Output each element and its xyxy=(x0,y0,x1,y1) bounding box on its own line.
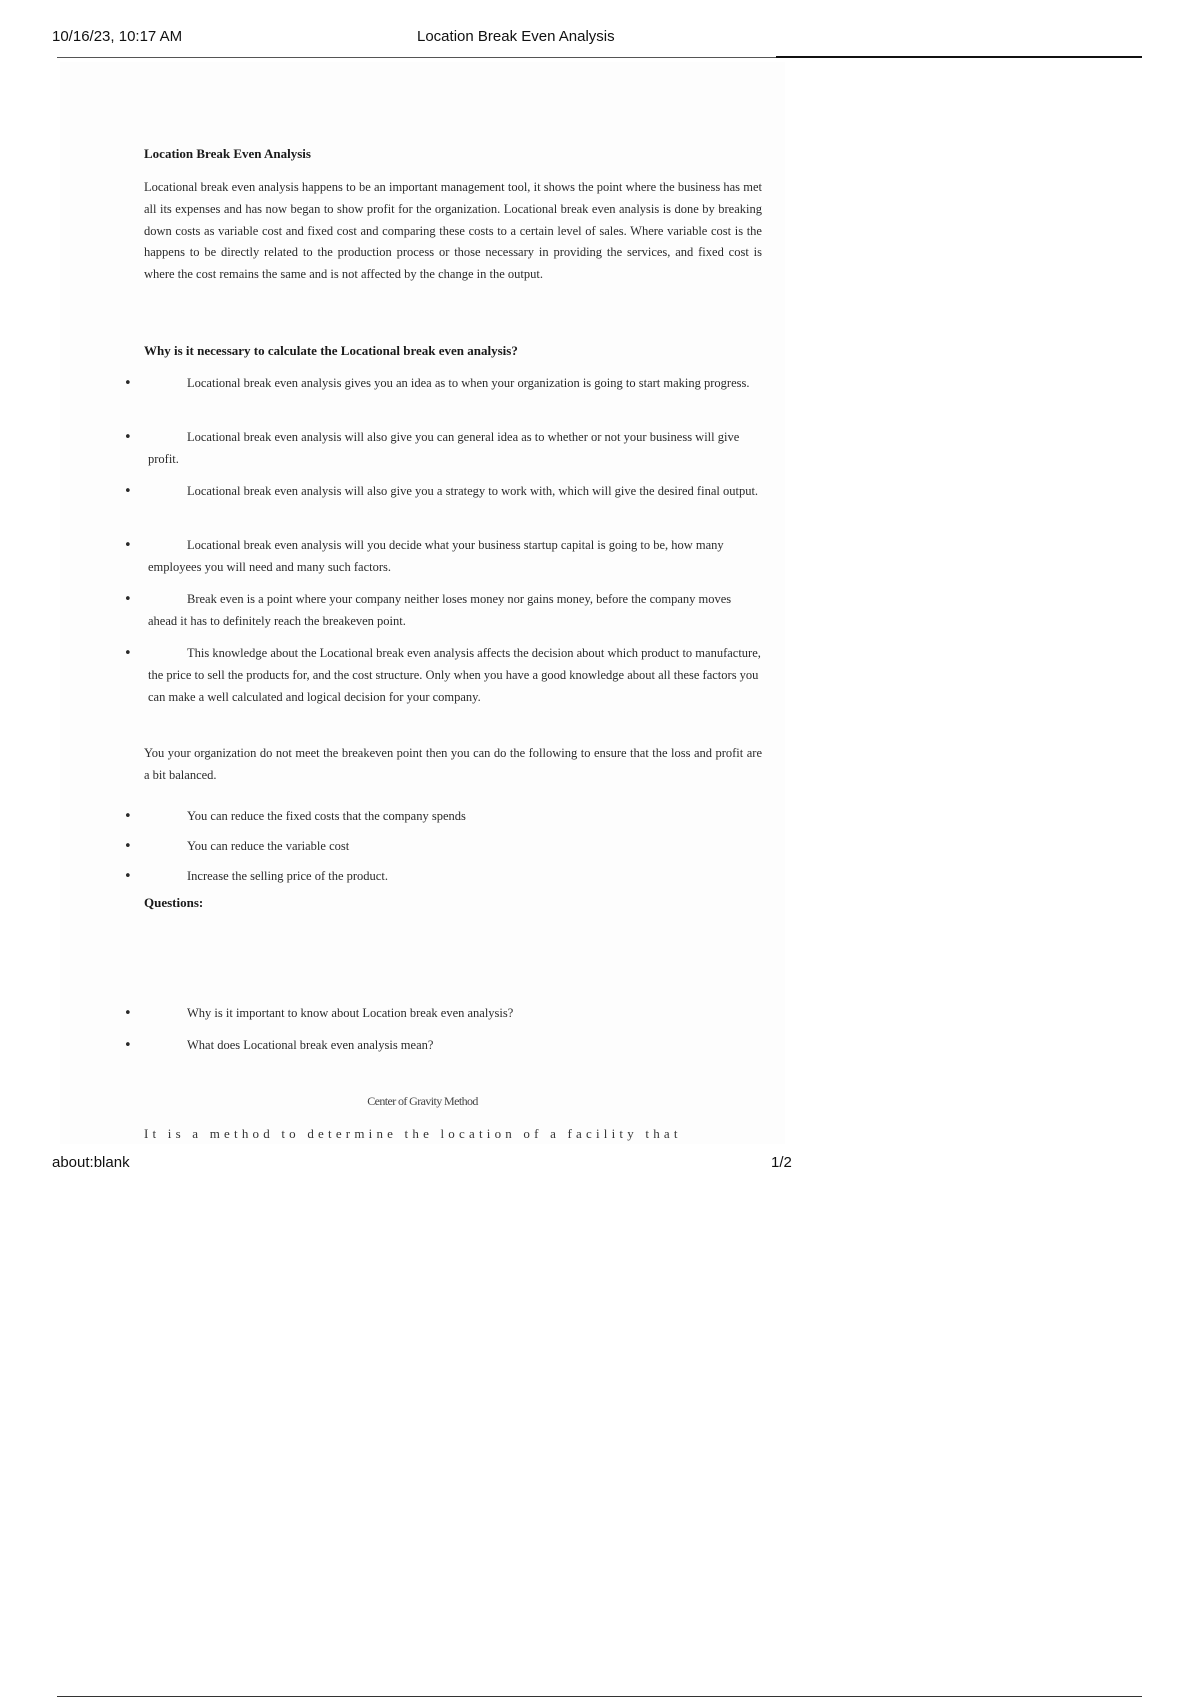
list-item-text: Why is it important to know about Location break even analysis? xyxy=(187,1006,514,1020)
why-heading: Why is it necessary to calculate the Locational break even analysis? xyxy=(144,343,518,358)
list-item-text: You can reduce the fixed costs that the company spends xyxy=(187,809,466,823)
list-item-text: Locational break even analysis will also give you can general idea as to whether or not your business will give profit. xyxy=(148,430,740,466)
bullet-icon: • xyxy=(124,839,132,854)
list-item-text: You can reduce the variable cost xyxy=(187,839,350,853)
list-item-text: Break even is a point where your company neither loses money nor gains money, before the company moves ahead it has to definitely reach the breakeven point. xyxy=(148,592,732,628)
print-page-title: Location Break Even Analysis xyxy=(417,28,615,45)
bullet-icon: • xyxy=(124,869,132,884)
bullet-icon: • xyxy=(124,1038,132,1053)
bullet-icon: • xyxy=(124,1006,132,1021)
print-header xyxy=(52,26,1142,58)
page-number: 1/2 xyxy=(771,1154,792,1171)
cut-off-text-line: It is a method to determine the location of a facility that xyxy=(144,1126,682,1141)
list-item-text: Locational break even analysis will also give you a strategy to work with, which will give the desired final output. xyxy=(187,484,759,498)
bullet-icon: • xyxy=(124,646,132,661)
document-title: Location Break Even Analysis xyxy=(144,146,311,161)
questions-heading: Questions: xyxy=(144,895,204,910)
document-page xyxy=(60,62,785,1144)
intro-paragraph: Locational break even analysis happens to be an important management tool, it shows the point where the business has met all its expenses and has now began to show profit for the organization. Locational break even analysis is done by breaking down costs as variable cost and fixed cost and comparing these costs to a certain level of sales. Where variable cost is the happens to be directly related to the production process or those necessary in providing the services, and fixed cost is where the cost remains the same and is not affected by the change in the output. xyxy=(144,180,762,282)
bullet-icon: • xyxy=(124,538,132,553)
footer-rule xyxy=(57,1696,1142,1697)
print-footer xyxy=(52,1154,797,1178)
header-rule-accent xyxy=(776,56,1142,58)
bullet-icon: • xyxy=(124,484,132,499)
list-item-text: Locational break even analysis gives you an idea as to when your organization is going to start making progress. xyxy=(187,376,750,390)
print-url: about:blank xyxy=(52,1154,130,1171)
bullet-icon: • xyxy=(124,430,132,445)
remedy-intro-paragraph: You your organization do not meet the breakeven point then you can do the following to ensure that the loss and profit are a bit balanced. xyxy=(144,746,762,782)
list-item-text: Locational break even analysis will you decide what your business startup capital is going to be, how many employees you will need and many such factors. xyxy=(148,538,724,574)
bullet-icon: • xyxy=(124,376,132,391)
bullet-icon: • xyxy=(124,592,132,607)
section-title: Center of Gravity Method xyxy=(367,1094,478,1108)
bullet-icon: • xyxy=(124,809,132,824)
list-item-text: This knowledge about the Locational break even analysis affects the decision about which product to manufacture, the price to sell the products for, and the cost structure. Only when you have a good knowledge about all these factors you can make a well calculated and logical decision for your company. xyxy=(148,646,761,704)
print-datetime: 10/16/23, 10:17 AM xyxy=(52,28,183,45)
list-item-text: What does Locational break even analysis mean? xyxy=(187,1038,434,1052)
list-item-text: Increase the selling price of the product. xyxy=(187,869,388,883)
